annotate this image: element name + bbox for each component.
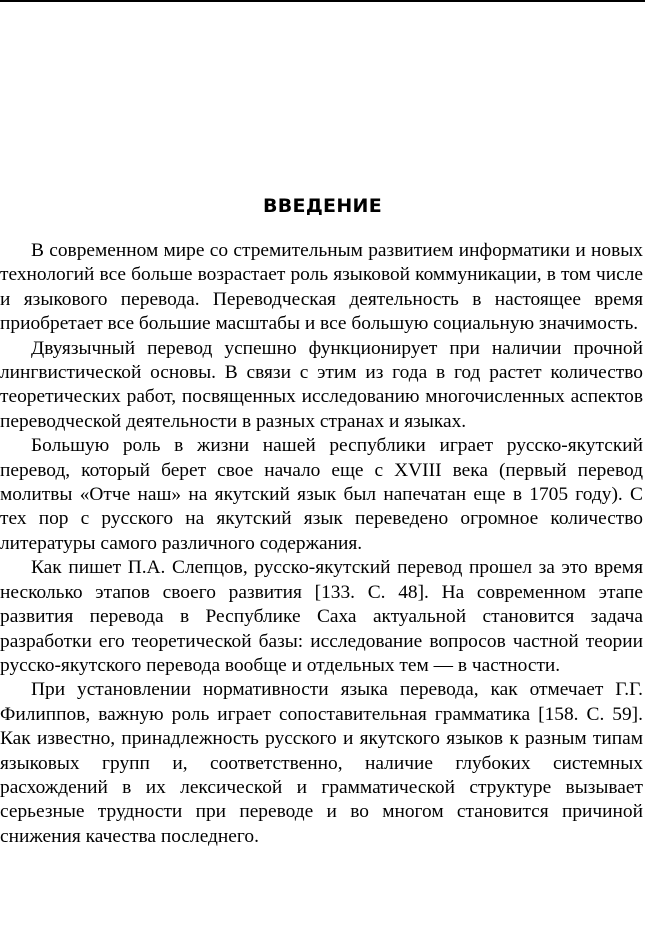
- top-rule-divider: [0, 0, 645, 2]
- body-text: [0, 239, 643, 849]
- chapter-heading: ВВЕДЕНИЕ: [262, 195, 383, 217]
- paragraph: В современном мире со стремительным развитием информатики и новых технологий все больше возрастает роль языковой коммуникации, в том числе и языкового перевода. Переводческая деятельность в настоящее время приобретает все большие масштабы и все большую социальную значимость.: [0, 240, 643, 335]
- paragraph: Как пишет П.А. Слепцов, русско-якутский перевод прошел за это время несколько этапов своего развития [133. С. 48]. На современном этапе развития перевода в Республике Саха актуальной становится задача разработки его теоретической базы: исследование вопросов частной теории русско-якутского перевода вообще и отдельных тем — в частности.: [0, 557, 643, 676]
- paragraph: Большую роль в жизни нашей республики играет русско-якутский перевод, который берет свое начало еще с XVIII века (первый перевод молитвы «Отче наш» на якутский язык был напечатан еще в 1705 году). С тех пор с русского на якутский язык переведено огромное количество литературы самого различного содержания.: [0, 435, 643, 554]
- paragraph: При установлении нормативности языка перевода, как отмечает Г.Г. Филиппов, важную роль играет сопоставительная грамматика [158. С. 59]. Как известно, принадлежность русского и якутского языков к разным типам языковых групп и, соответственно, наличие глубоких системных расхождений в их лексической и грамматической структуре вызывает серьезные трудности при переводе и во многом становится причиной снижения качества последнего.: [0, 679, 643, 847]
- paragraph: Двуязычный перевод успешно функционирует при наличии прочной лингвистической основы. В связи с этим из года в год растет количество теоретических работ, посвященных исследованию многочисленных аспектов переводческой деятельности в разных странах и языках.: [0, 337, 643, 432]
